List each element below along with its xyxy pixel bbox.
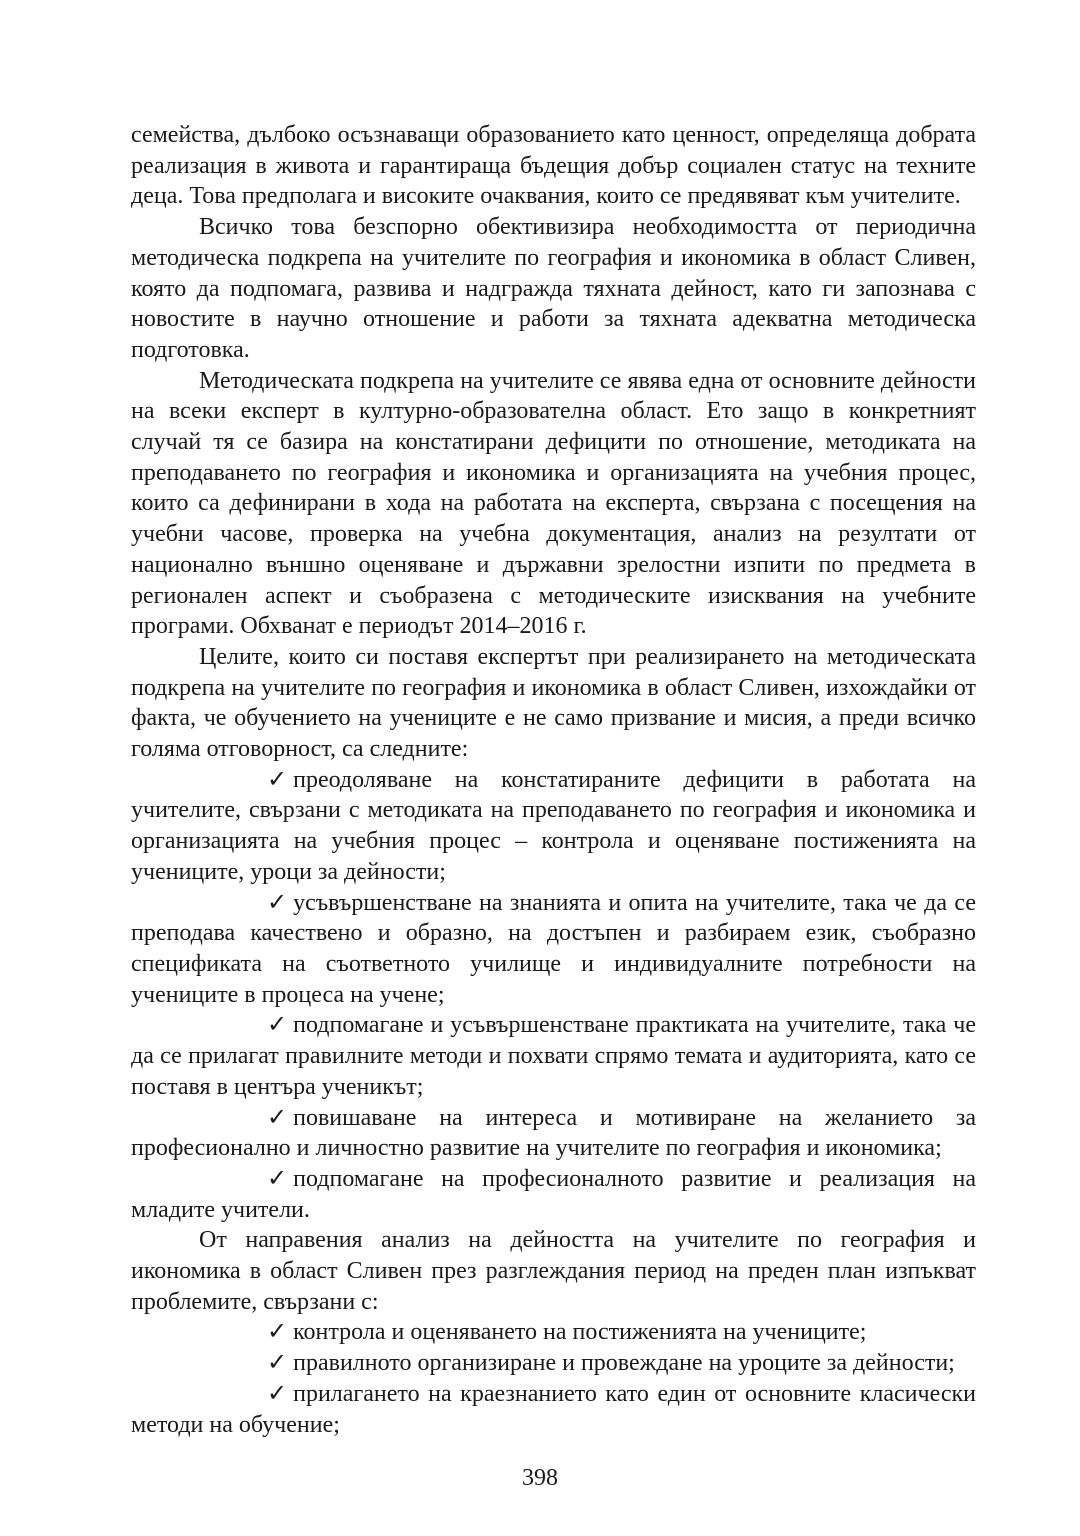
checkmark-icon: ✓ [267, 1012, 288, 1039]
checkmark-icon: ✓ [267, 1319, 288, 1346]
list-item [131, 888, 976, 1011]
list-item-text: прилагането на краезнанието като един от основните класически методи на обучение; [131, 1380, 976, 1438]
list-item-text: повишаване на интереса и мотивиране на желанието за професионално и личностно развитие на учителите по география и икономика; [131, 1104, 976, 1162]
list-item [131, 765, 976, 888]
paragraph-goals-intro: Целите, които си поставя експертът при реализирането на методическата подкрепа на учителите по география и икономика в област Сливен, изхождайки от факта, че обучението на учениците е не само призвание и мисия, а преди всичко голяма отговорност, са следните: [131, 643, 976, 763]
checkmark-icon: ✓ [267, 1350, 288, 1377]
checkmark-icon: ✓ [267, 889, 288, 916]
list-item-text: преодоляване на констатираните дефицити в работата на учителите, свързани с методиката на преподаването по география и икономика и организацията на учебния процес – контрола и оценяване постиженията на учениците, уроци за дейности; [131, 766, 976, 885]
list-item-text: контрола и оценяването на постиженията на учениците; [293, 1319, 867, 1346]
checkmark-icon: ✓ [267, 1104, 288, 1131]
list-item-text: подпомагане и усъвършенстване практиката на учителите, така че да се прилагат правилните методи и похвати спрямо темата и аудиторията, като се поставя в центъра ученикът; [131, 1012, 976, 1100]
checkmark-icon: ✓ [267, 766, 288, 793]
list-item [131, 1348, 976, 1379]
list-item-text: усъвършенстване на знанията и опита на учителите, така че да се преподава качествено и образно, на достъпен и разбираем език, съобразно спецификата на съответното училище и индивидуалните потребности на учениците в процеса на учене; [131, 889, 976, 1008]
list-item [131, 1317, 976, 1348]
list-item-text: подпомагане на професионалното развитие и реализация на младите учители. [131, 1165, 976, 1223]
paragraph-continuation: семейства, дълбоко осъзнаващи образованието като ценност, определяща добрата реализация в живота и гарантираща бъдещия добър социален статус на техните деца. Това предполага и високите очаквания, които се предявяват към учителите. [131, 122, 976, 210]
paragraph-need-for-support: Всичко това безспорно обективизира необходимостта от периодична методическа подкрепа на учителите по география и икономика в област Сливен, която да подпомага, развива и надгражда тяхната дейност, като ги запознава с новостите в научно отношение и работи за тяхната адекватна методическа подготовка. [131, 214, 976, 363]
paragraph-analysis: От направения анализ на дейността на учителите по география и икономика в област Сливен през разглеждания период на преден план изпъкват проблемите, свързани с: [131, 1227, 976, 1315]
list-item [131, 1379, 976, 1440]
page-number: 398 [522, 1465, 558, 1491]
list-item [131, 1164, 976, 1225]
list-item-text: правилното организиране и провеждане на уроците за дейности; [293, 1350, 955, 1377]
checkmark-icon: ✓ [267, 1165, 288, 1192]
paragraph-methodical-support: Методическата подкрепа на учителите се явява една от основните дейности на всеки експерт в културно-образователна област. Ето защо в конкретният случай тя се базира на констатирани дефицити по отношение, методиката на преподаването по география и икономика и организацията на учебния процес, които са дефинирани в хода на работата на експерта, свързана с посещения на учебни часове, проверка на учебна документация, анализ на резултати от национално външно оценяване и държавни зрелостни изпити по предмета в регионален аспект и съобразена с методическите изисквания на учебните програми. Обхванат е периодът 2014–2016 г. [131, 367, 976, 640]
list-item [131, 1010, 976, 1102]
checkmark-icon: ✓ [267, 1380, 288, 1407]
page-body [131, 120, 976, 1440]
list-item [131, 1103, 976, 1164]
